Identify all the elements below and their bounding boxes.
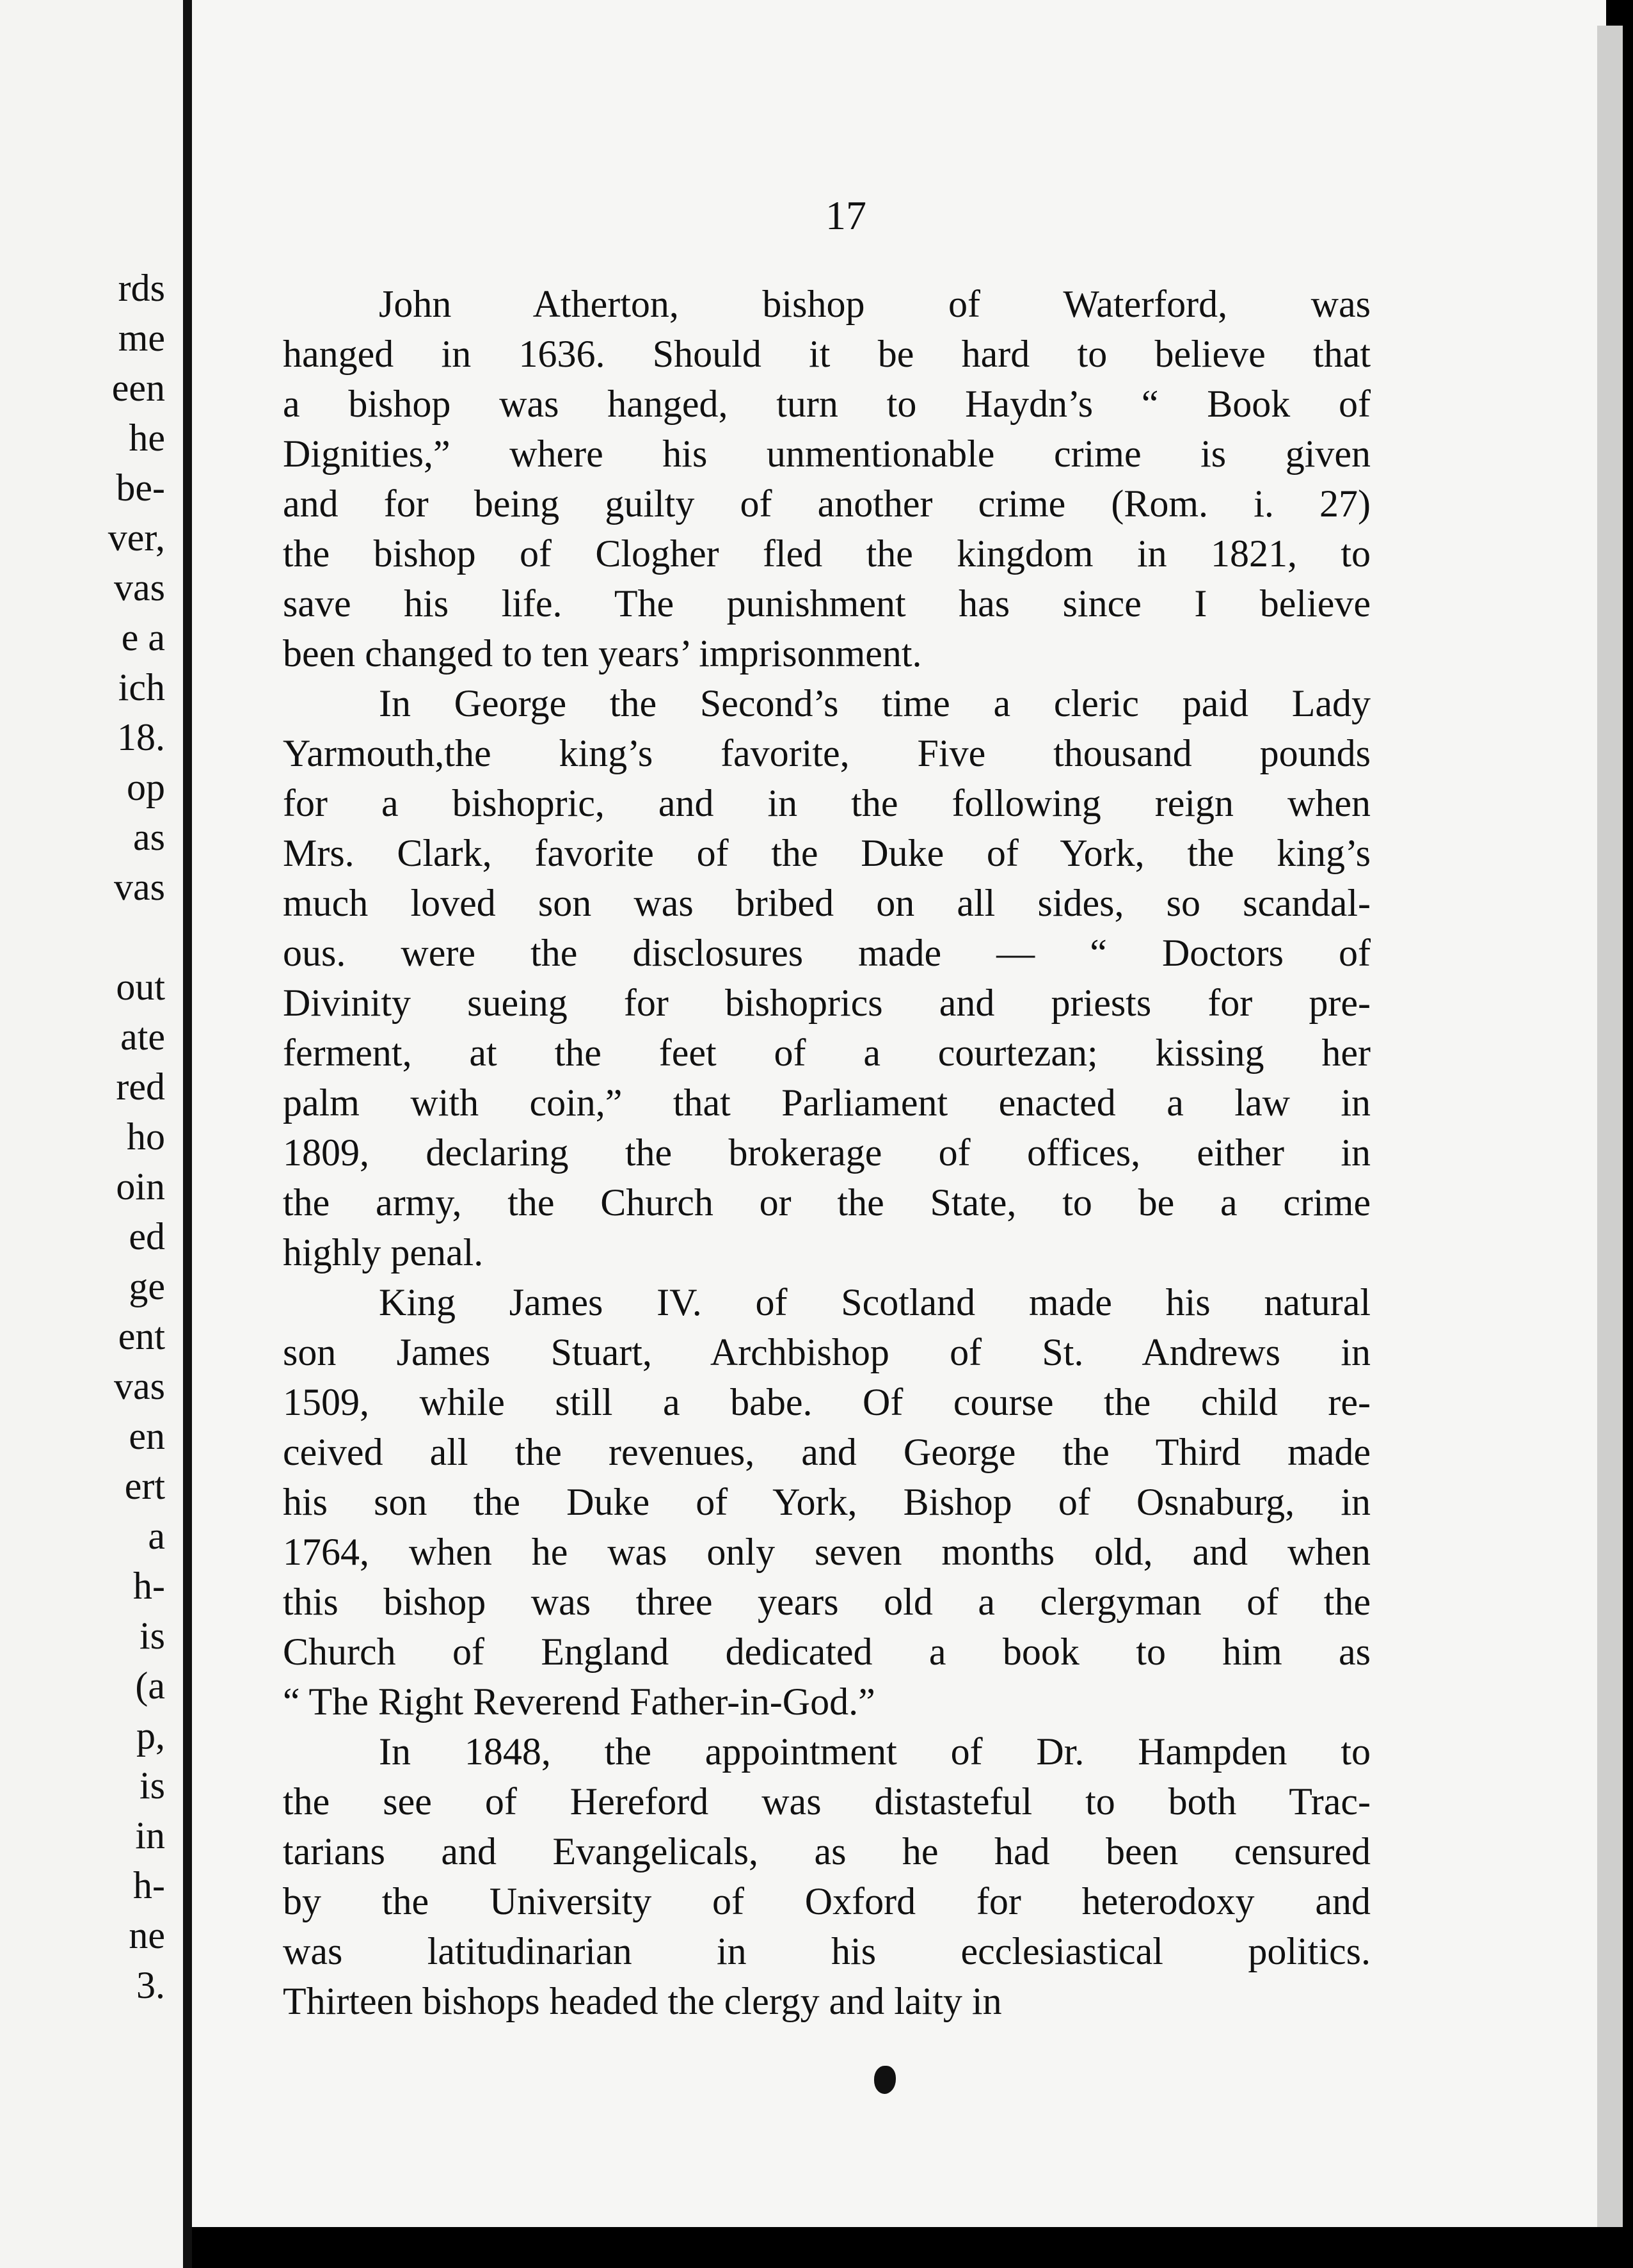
left-page-fragment: ate [120, 1016, 165, 1058]
left-page-fragment: op [127, 766, 165, 808]
text-line: Yarmouth,the king’s favorite, Five thousand pounds [283, 732, 1371, 774]
left-page-fragment: he [129, 417, 165, 459]
text-line: “ The Right Reverend Father-in-God.” [283, 1681, 875, 1723]
left-page-edge [0, 0, 186, 2268]
left-page-fragment: in [135, 1814, 165, 1857]
left-page-fragment: is [139, 1615, 165, 1657]
left-page-fragment: out [116, 966, 165, 1008]
left-page-fragment: ho [127, 1115, 165, 1158]
text-line: 1809, declaring the brokerage of offices, either in [283, 1131, 1371, 1174]
left-page-fragment: 3. [136, 1964, 165, 2006]
page-body-text [283, 279, 1371, 2026]
paragraph [283, 1727, 1371, 2026]
text-line: hanged in 1636. Should it be hard to believe that [283, 333, 1371, 375]
text-line: save his life. The punishment has since I believe [283, 582, 1371, 625]
text-line: this bishop was three years old a clergyman of the [283, 1581, 1371, 1623]
page-number: 17 [825, 193, 866, 238]
left-page-fragment: een [111, 367, 165, 409]
paragraph [283, 279, 1371, 678]
text-line: King James IV. of Scotland made his natural [379, 1281, 1371, 1323]
left-page-fragment: 18. [117, 716, 165, 758]
text-line: his son the Duke of York, Bishop of Osnaburg, in [283, 1481, 1371, 1523]
text-line: ous. were the disclosures made — “ Doctors of [283, 932, 1371, 974]
left-page-fragment: vas [114, 866, 165, 908]
left-page-fragment: h- [133, 1565, 165, 1607]
text-line: was latitudinarian in his ecclesiastical politics. [283, 1930, 1371, 1972]
text-line: 1764, when he was only seven months old, and when [283, 1531, 1371, 1573]
left-page-fragment: a [148, 1515, 165, 1557]
text-line: Dignities,” where his unmentionable crime is given [283, 433, 1371, 475]
right-page-edge [1597, 26, 1623, 2227]
text-line: Divinity sueing for bishoprics and priests for pre- [283, 982, 1371, 1024]
left-page-fragment: ver, [108, 516, 165, 559]
left-page-fragment: oin [116, 1165, 165, 1208]
text-line: ferment, at the feet of a courtezan; kissing her [283, 1032, 1371, 1074]
text-line: tarians and Evangelicals, as he had been censured [283, 1830, 1371, 1873]
left-page-fragment: ne [129, 1914, 165, 1956]
left-page-fragment: red [116, 1066, 165, 1108]
text-line: Church of England dedicated a book to him as [283, 1631, 1371, 1673]
left-page-fragment: vas [114, 566, 165, 609]
paragraph [283, 1277, 1371, 1727]
left-page-fragment: e a [121, 616, 165, 659]
left-page-fragment: h- [133, 1864, 165, 1906]
text-line: In George the Second’s time a cleric paid Lady [379, 682, 1371, 724]
text-line: by the University of Oxford for heterodoxy and [283, 1880, 1371, 1922]
text-line: son James Stuart, Archbishop of St. Andrews in [283, 1331, 1371, 1373]
text-line: the see of Hereford was distasteful to both Trac- [283, 1780, 1371, 1823]
text-line: highly penal. [283, 1231, 484, 1274]
left-page-fragment: ent [118, 1315, 165, 1357]
book-gutter [183, 0, 192, 2268]
text-line: and for being guilty of another crime (Rom. i. 27) [283, 483, 1371, 525]
text-line: John Atherton, bishop of Waterford, was [379, 283, 1371, 325]
text-line: a bishop was hanged, turn to Haydn’s “ Book of [283, 383, 1371, 425]
text-line: for a bishopric, and in the following reign when [283, 782, 1371, 824]
left-page-fragment: rds [118, 267, 165, 309]
left-page-fragment: p, [136, 1714, 165, 1757]
text-line: the bishop of Clogher fled the kingdom in 1821, to [283, 532, 1371, 575]
left-page-fragment: me [118, 317, 165, 359]
text-line: Thirteen bishops headed the clergy and laity in [283, 1980, 1002, 2022]
left-page-fragment: is [139, 1764, 165, 1807]
text-line: much loved son was bribed on all sides, so scandal- [283, 882, 1371, 924]
text-line: Mrs. Clark, favorite of the Duke of York, the king’s [283, 832, 1371, 874]
left-page-fragment: vas [114, 1365, 165, 1407]
left-page-fragment: ert [124, 1465, 165, 1507]
text-line: the army, the Church or the State, to be a crime [283, 1181, 1371, 1224]
text-line: 1509, while still a babe. Of course the child re- [283, 1381, 1371, 1423]
left-page-fragment: en [129, 1415, 165, 1457]
left-page-fragment: (a [135, 1665, 165, 1707]
text-line: ceived all the revenues, and George the Third made [283, 1431, 1371, 1473]
paragraph [283, 678, 1371, 1277]
text-line: palm with coin,” that Parliament enacted a law in [283, 1082, 1371, 1124]
left-page-fragment: be- [116, 467, 165, 509]
left-page-fragment: as [133, 816, 165, 858]
left-page-fragment: ed [129, 1215, 165, 1258]
left-page-fragment: ich [118, 666, 165, 708]
text-line: In 1848, the appointment of Dr. Hampden to [379, 1730, 1371, 1773]
text-line: been changed to ten years’ imprisonment. [283, 632, 922, 675]
left-page-fragment: ge [129, 1265, 165, 1307]
